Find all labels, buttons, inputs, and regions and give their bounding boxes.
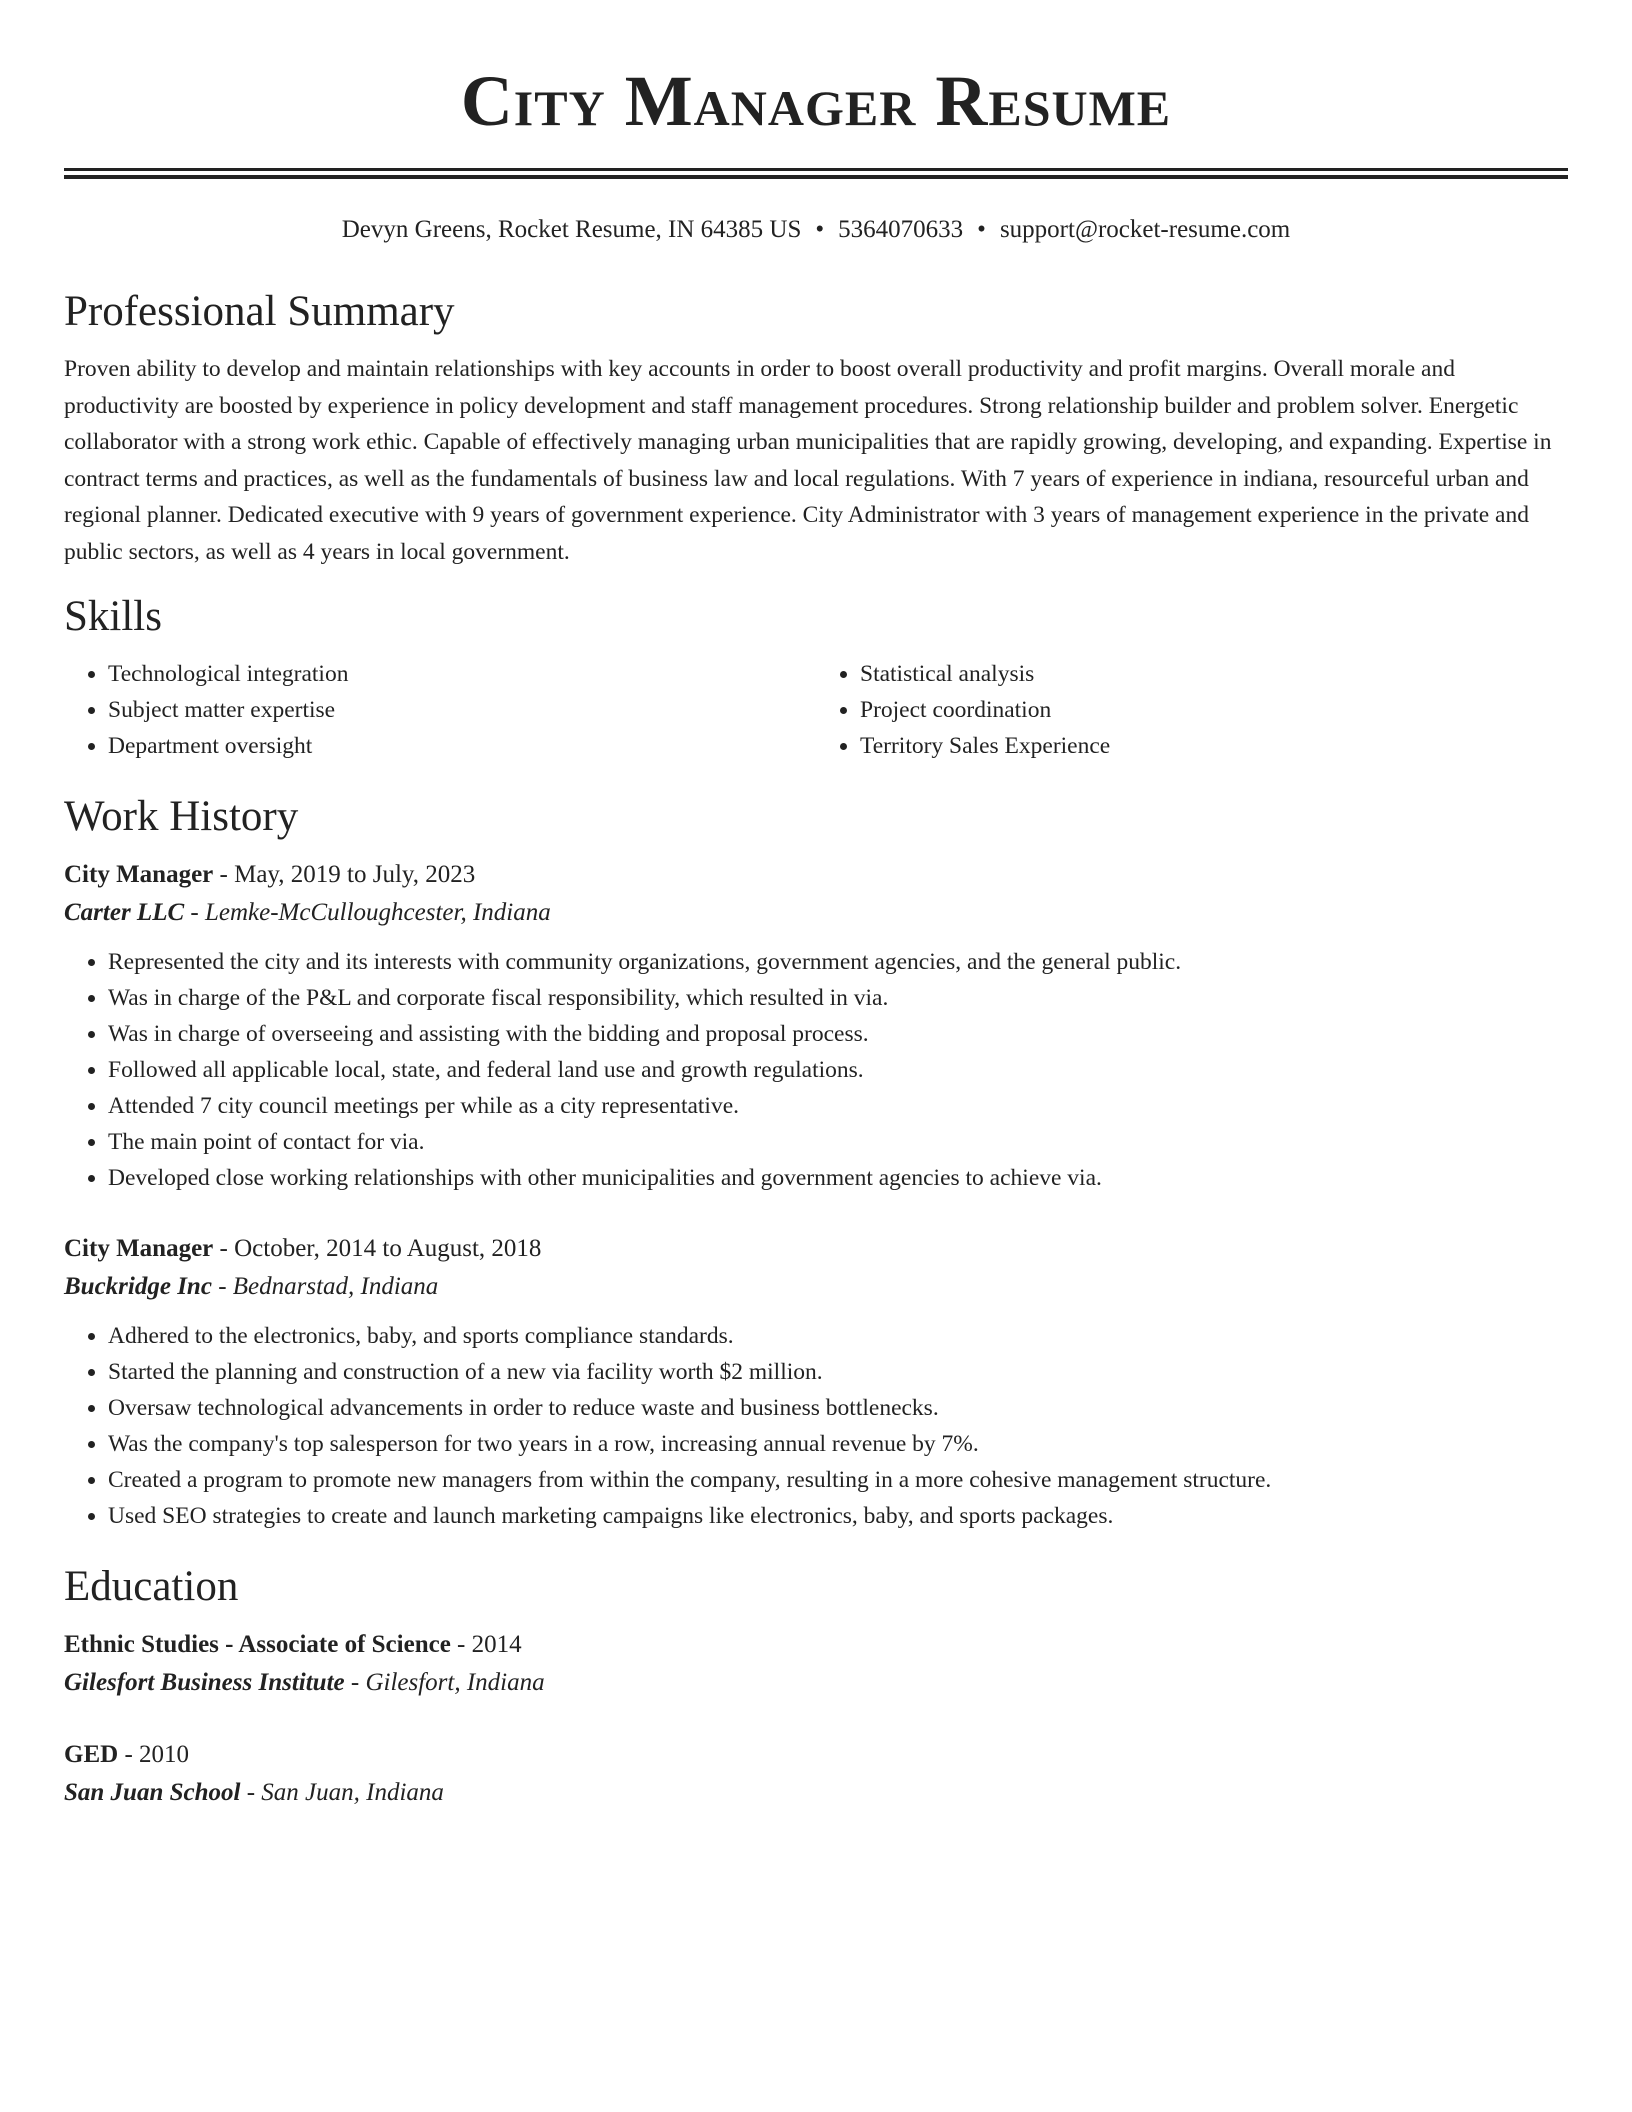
company-location: - Lemke-McCulloughcester, Indiana [184,899,551,926]
job-header [64,856,1568,894]
skills-column-left [64,656,816,764]
job-bullets [64,944,1568,1196]
education-entry [64,1736,1568,1812]
skills-heading: Skills [64,593,162,640]
job-entry [64,1230,1568,1534]
job-bullets [64,1318,1568,1534]
school-name: Gilesfort Business Institute [64,1669,345,1696]
education-school [64,1774,1568,1812]
job-employer [64,1268,1568,1306]
job-header [64,1230,1568,1268]
skills-column-right [816,656,1568,764]
job-bullet: • Attended 7 city council meetings per while as a city representative. [108,1088,1568,1124]
contact-address: Devyn Greens, Rocket Resume, IN 64385 US [341,216,802,243]
school-name: San Juan School [64,1779,241,1806]
contact-separator: • [977,216,986,243]
school-location: - Gilesfort, Indiana [344,1669,545,1696]
education-header [64,1736,1568,1774]
job-bullet: • Represented the city and its interests with community organizations, government agencies, and the general public. [108,944,1568,980]
job-bullet: • Was the company's top salesperson for two years in a row, increasing annual revenue by 7%. [108,1426,1568,1462]
job-bullet: • Developed close working relationships with other municipalities and government agencies to achieve via. [108,1160,1568,1196]
education-year: - 2010 [118,1741,190,1768]
education-header [64,1626,1568,1664]
job-bullet: • Adhered to the electronics, baby, and sports compliance standards. [108,1318,1568,1354]
company-name: Carter LLC [64,899,185,926]
education-entry [64,1626,1568,1702]
title-divider [64,168,1568,179]
job-entry [64,856,1568,1196]
skill-item: • Territory Sales Experience [860,728,1568,764]
job-bullet: • Was in charge of the P&L and corporate fiscal responsibility, which resulted in via. [108,980,1568,1016]
company-location: - Bednarstad, Indiana [211,1273,439,1300]
skill-item: • Technological integration [108,656,816,692]
skill-item: • Department oversight [108,728,816,764]
job-employer [64,894,1568,932]
job-title: City Manager [64,861,214,888]
job-bullet: • Oversaw technological advancements in order to reduce waste and business bottlenecks. [108,1390,1568,1426]
school-location: - San Juan, Indiana [240,1779,444,1806]
company-name: Buckridge Inc [64,1273,212,1300]
work-history-heading: Work History [64,793,299,840]
contact-email: support@rocket-resume.com [999,216,1291,243]
skills-list [64,656,1568,764]
job-bullet: • Followed all applicable local, state, and federal land use and growth regulations. [108,1052,1568,1088]
skill-item: • Project coordination [860,692,1568,728]
education-heading: Education [64,1563,239,1610]
summary-text: Proven ability to develop and maintain relationships with key accounts in order to boost overall productivity and profit margins. Overall morale and productivity are boosted by experience in policy development and staff management procedures. Strong relationship builder and problem solver. Energetic collaborator with a strong work ethic. Capable of effectively managing urban municipalities that are rapidly growing, developing, and expanding. Expertise in contract terms and practices, as well as the fundamentals of business law and local regulations. With 7 years of experience in indiana, resourceful urban and regional planner. Dedicated executive with 9 years of government experience. City Administrator with 3 years of management experience in the private and public sectors, as well as 4 years in local government. [64,356,1552,565]
job-bullet: • Created a program to promote new managers from within the company, resulting in a more cohesive management structure. [108,1462,1568,1498]
job-bullet: • Started the planning and construction of a new via facility worth $2 million. [108,1354,1568,1390]
degree-name: Ethnic Studies - Associate of Science [64,1631,451,1658]
job-dates: - May, 2019 to July, 2023 [213,861,476,888]
job-dates: - October, 2014 to August, 2018 [213,1235,542,1262]
contact-line [64,213,1568,247]
skill-item: • Subject matter expertise [108,692,816,728]
education-year: - 2014 [450,1631,522,1658]
job-bullet: • Used SEO strategies to create and launch marketing campaigns like electronics, baby, and sports packages. [108,1498,1568,1534]
page-title: City Manager Resume [460,61,1172,141]
education-school [64,1664,1568,1702]
contact-separator: • [815,216,825,243]
summary-heading: Professional Summary [64,288,455,335]
contact-phone: 5364070633 [838,216,964,243]
job-bullet: • The main point of contact for via. [108,1124,1568,1160]
job-title: City Manager [64,1235,214,1262]
skill-item: • Statistical analysis [860,656,1568,692]
job-bullet: • Was in charge of overseeing and assisting with the bidding and proposal process. [108,1016,1568,1052]
degree-name: GED [64,1741,119,1768]
